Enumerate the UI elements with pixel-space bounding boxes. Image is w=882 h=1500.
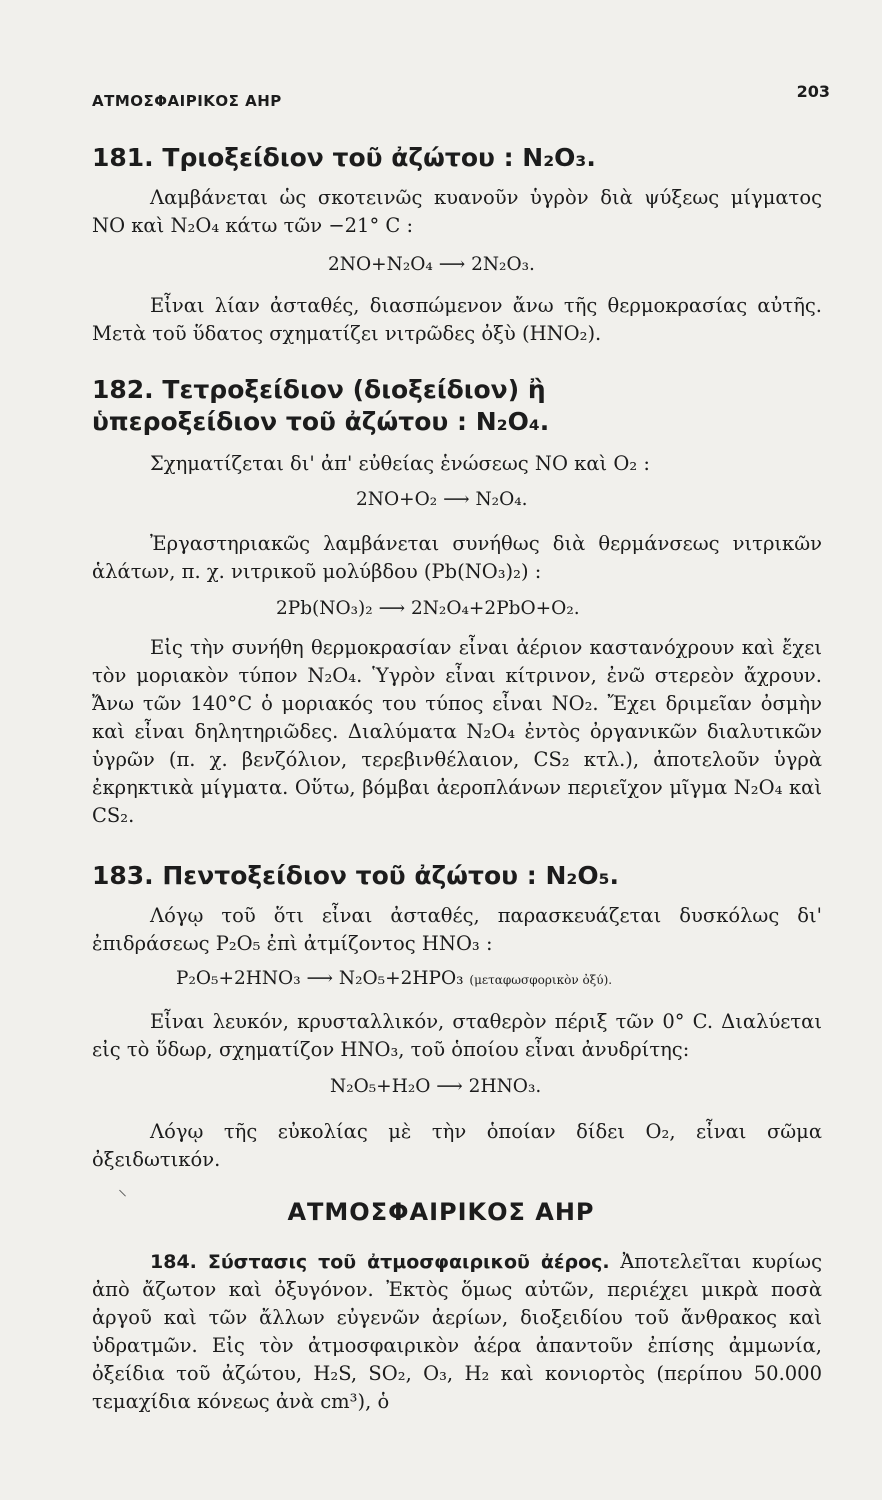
section-182-heading-line-2: ὑπεροξείδιον τοῦ ἀζώτου : N₂O₄. bbox=[92, 407, 550, 436]
running-head: ΑΤΜΟΣΦΑΙΡΙΚΟΣ ΑΗΡ bbox=[92, 92, 282, 110]
chapter-heading: ΑΤΜΟΣΦΑΙΡΙΚΟΣ ΑΗΡ bbox=[287, 1198, 595, 1226]
section-183-heading: 183. Πεντοξείδιον τοῦ ἀζώτου : N₂O₅. bbox=[92, 861, 620, 890]
section-182-paragraph-1: Σχηματίζεται δι' ἀπ' εὐθείας ἑνώσεως NO καὶ O₂ : bbox=[150, 452, 650, 475]
section-181-paragraph-2: Εἶναι λίαν ἀσταθές, διασπώμενον ἄνω τῆς θερμοκρασίας αὐτῆς. Μετὰ τοῦ ὕδατος σχηματίζει νιτρῶδες ὀξὺ (HNO₂). bbox=[92, 294, 822, 345]
section-183-paragraph-3: Λόγῳ τῆς εὐκολίας μὲ τὴν ὁποίαν δίδει O₂, εἶναι σῶμα ὀξειδωτικόν. bbox=[92, 1120, 822, 1171]
section-183-paragraph-1: Λόγῳ τοῦ ὅτι εἶναι ἀσταθές, παρασκευάζεται δυσκόλως δι' ἐπιδράσεως P₂O₅ ἐπὶ ἀτμίζοντος HNO₃ : bbox=[92, 904, 822, 955]
stray-mark: ⸜ bbox=[118, 1179, 127, 1200]
section-183-equation-1-note: (μεταφωσφορικὸν ὀξύ). bbox=[469, 973, 613, 987]
section-181-heading: 181. Τριοξείδιον τοῦ ἀζώτου : N₂O₃. bbox=[92, 143, 596, 172]
section-183-equation-2: N₂O₅+H₂O ⟶ 2HNO₃. bbox=[330, 1076, 542, 1097]
section-184-paragraph bbox=[92, 1248, 822, 1416]
section-182-paragraph-2: Ἐργαστηριακῶς λαμβάνεται συνήθως διὰ θερμάνσεως νιτρικῶν ἁλάτων, π. χ. νιτρικοῦ μολύβδου (Pb(NO₃)₂) : bbox=[92, 532, 822, 583]
section-183-paragraph-2: Εἶναι λευκόν, κρυσταλλικόν, σταθερὸν πέριξ τῶν 0° C. Διαλύεται εἰς τὸ ὕδωρ, σχηματίζον HNO₃, τοῦ ὁποίου εἶναι ἀνυδρίτης: bbox=[92, 1010, 822, 1061]
page-header bbox=[92, 82, 830, 120]
section-182-equation-2: 2Pb(NO₃)₂ ⟶ 2N₂O₄+2PbO+O₂. bbox=[276, 598, 580, 619]
section-182-equation-1: 2NO+O₂ ⟶ N₂O₄. bbox=[356, 489, 528, 510]
section-183-equation-1 bbox=[176, 968, 612, 989]
section-181-paragraph-1: Λαμβάνεται ὡς σκοτεινῶς κυανοῦν ὑγρὸν διὰ ψύξεως μίγματος NO καὶ N₂O₄ κάτω τῶν −21° C : bbox=[92, 186, 822, 237]
section-184-lead-in: 184. Σύστασις τοῦ ἀτμοσφαιρικοῦ ἀέρος. bbox=[150, 1251, 610, 1273]
section-184-text: Ἀποτελεῖται κυρίως ἀπὸ ἄζωτον καὶ ὀξυγόνον. Ἐκτὸς ὅμως αὐτῶν, περιέχει μικρὰ ποσὰ ἀργοῦ καὶ τῶν ἄλλων εὐγενῶν ἀερίων, διοξειδίου τοῦ ἄνθρακος καὶ ὑδρατμῶν. Εἰς τὸν ἀτμοσφαιρικὸν ἀέρα ἀπαντοῦν ἐπίσης ἀμμωνία, ὀξείδια τοῦ ἀζώτου, H₂S, SO₂, O₃, H₂ καὶ κονιορτὸς (περίπου 50.000 τεμαχίδια κόνεως ἀνὰ cm³), ὁ bbox=[92, 1250, 822, 1413]
page-number: 203 bbox=[796, 82, 830, 101]
section-182-paragraph-3: Εἰς τὴν συνήθη θερμοκρασίαν εἶναι ἀέριον καστανόχρουν καὶ ἔχει τὸν μοριακὸν τύπον N₂O₄. Ὑγρὸν εἶναι κίτρινον, ἐνῶ στερεὸν ἄχρουν. Ἄνω τῶν 140°C ὁ μοριακός του τύπος εἶναι NO₂. Ἔχει δριμεῖαν ὀσμὴν καὶ εἶναι δηλητηριῶδες. Διαλύματα N₂O₄ ἐντὸς ὀργανικῶν διαλυτικῶν ὑγρῶν (π. χ. βενζόλιον, τερεβινθέλαιον, CS₂ κτλ.), ἀποτελοῦν ὑγρὰ ἐκρηκτικὰ μίγματα. Οὕτω, βόμβαι ἀεροπλάνων περιεῖχον μῖγμα N₂O₄ καὶ CS₂. bbox=[92, 636, 822, 827]
section-182-heading-line-1: 182. Τετροξείδιον (διοξείδιον) ἢ bbox=[92, 375, 546, 404]
section-181-equation-1: 2NO+N₂O₄ ⟶ 2N₂O₃. bbox=[328, 254, 535, 275]
section-183-equation-1-formula: P₂O₅+2HNO₃ ⟶ N₂O₅+2HPO₃ bbox=[176, 968, 464, 989]
